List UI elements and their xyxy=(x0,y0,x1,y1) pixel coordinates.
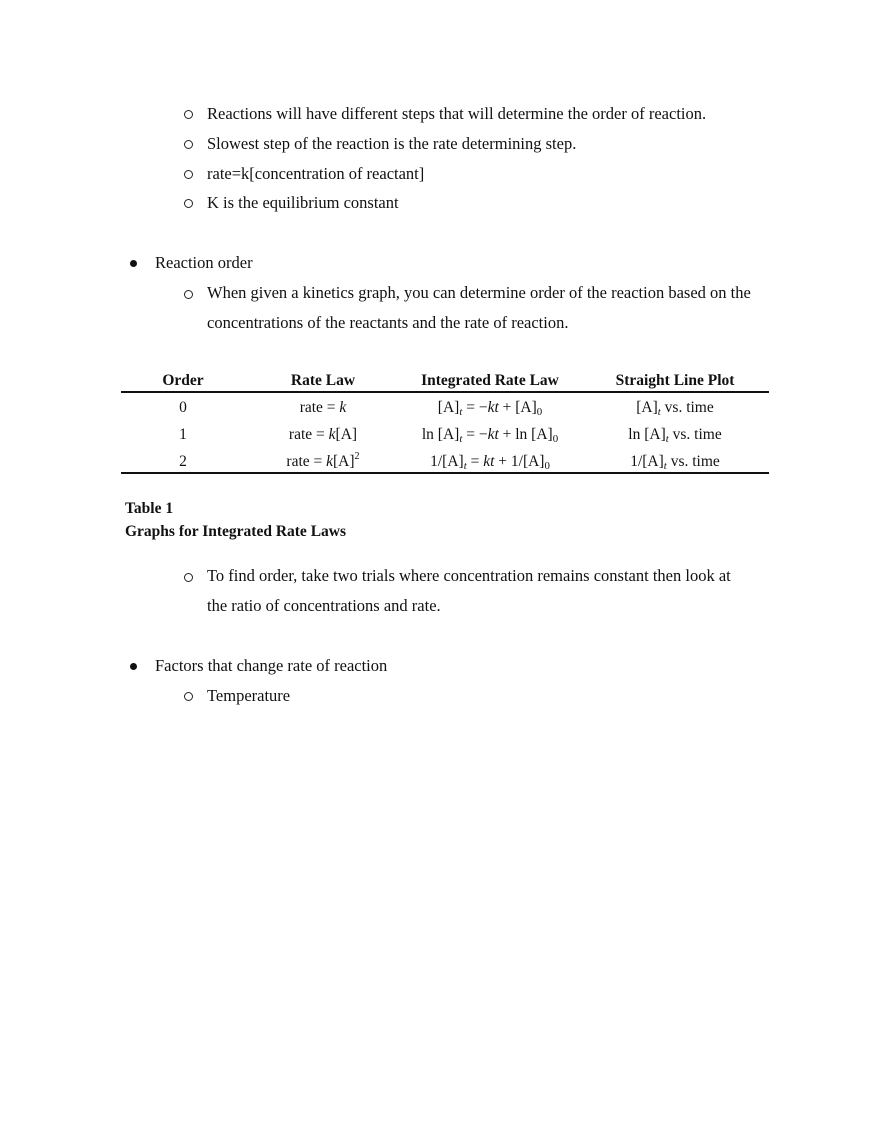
table-header-rule xyxy=(121,391,769,393)
hollow-bullet-icon xyxy=(184,170,193,179)
rate-law-table xyxy=(121,364,781,554)
table-caption-label: Table 1 xyxy=(125,500,174,517)
table-header: Straight Line Plot xyxy=(615,372,735,389)
hollow-bullet-icon xyxy=(184,199,193,208)
order-cell: 0 xyxy=(179,399,187,416)
list-item: K is the equilibrium constant xyxy=(207,193,399,212)
hollow-bullet-icon xyxy=(184,692,193,701)
table-header: Order xyxy=(162,372,204,389)
order-cell: 2 xyxy=(179,453,187,470)
solid-bullet-icon xyxy=(130,663,137,670)
rate-law-cell: rate = k xyxy=(299,399,347,416)
hollow-bullet-icon xyxy=(184,110,193,119)
integrated-rate-law-cell: $[A]_t = -kt + [A]_0$ xyxy=(437,399,543,418)
table-header: Rate Law xyxy=(290,372,356,389)
list-item: When given a kinetics graph, you can determine order of the reaction based on the xyxy=(207,283,751,302)
solid-bullet-icon xyxy=(130,260,137,267)
list-item-continuation: concentrations of the reactants and the rate of reaction. xyxy=(207,313,569,332)
straight-line-plot-cell: $1/[A]_t$ vs. time xyxy=(630,453,720,472)
rate-law-cell: rate = $k[A]^2$ xyxy=(286,451,360,470)
integrated-rate-law-cell: $1/[A]_t$ = kt + $1/[A]_0$ xyxy=(430,453,550,472)
table-bottom-rule xyxy=(121,472,769,474)
hollow-bullet-icon xyxy=(184,573,193,582)
section-heading-reaction-order: Reaction order xyxy=(155,253,253,272)
list-item: To find order, take two trials where concentration remains constant then look at xyxy=(207,566,731,585)
straight-line-plot-cell: $[A]_t$ vs. time xyxy=(636,399,714,418)
table-caption-title: Graphs for Integrated Rate Laws xyxy=(125,523,347,540)
list-item-continuation: the ratio of concentrations and rate. xyxy=(207,596,441,615)
list-item: rate=k[concentration of reactant] xyxy=(207,164,425,183)
list-item: Slowest step of the reaction is the rate determining step. xyxy=(207,134,577,153)
section-heading-factors: Factors that change rate of reaction xyxy=(155,656,388,675)
hollow-bullet-icon xyxy=(184,140,193,149)
hollow-bullet-icon xyxy=(184,290,193,299)
integrated-rate-law-cell: $\ln [A]_t = -kt + \ln [A]_0$ xyxy=(421,426,559,445)
table-header: Integrated Rate Law xyxy=(421,372,559,389)
list-item: Reactions will have different steps that will determine the order of reaction. xyxy=(207,104,707,123)
order-cell: 1 xyxy=(179,426,187,443)
rate-law-cell: rate = k[A] xyxy=(288,426,358,443)
straight-line-plot-cell: $\ln [A]_t$ vs. time xyxy=(628,426,722,445)
list-item: Temperature xyxy=(207,686,291,705)
